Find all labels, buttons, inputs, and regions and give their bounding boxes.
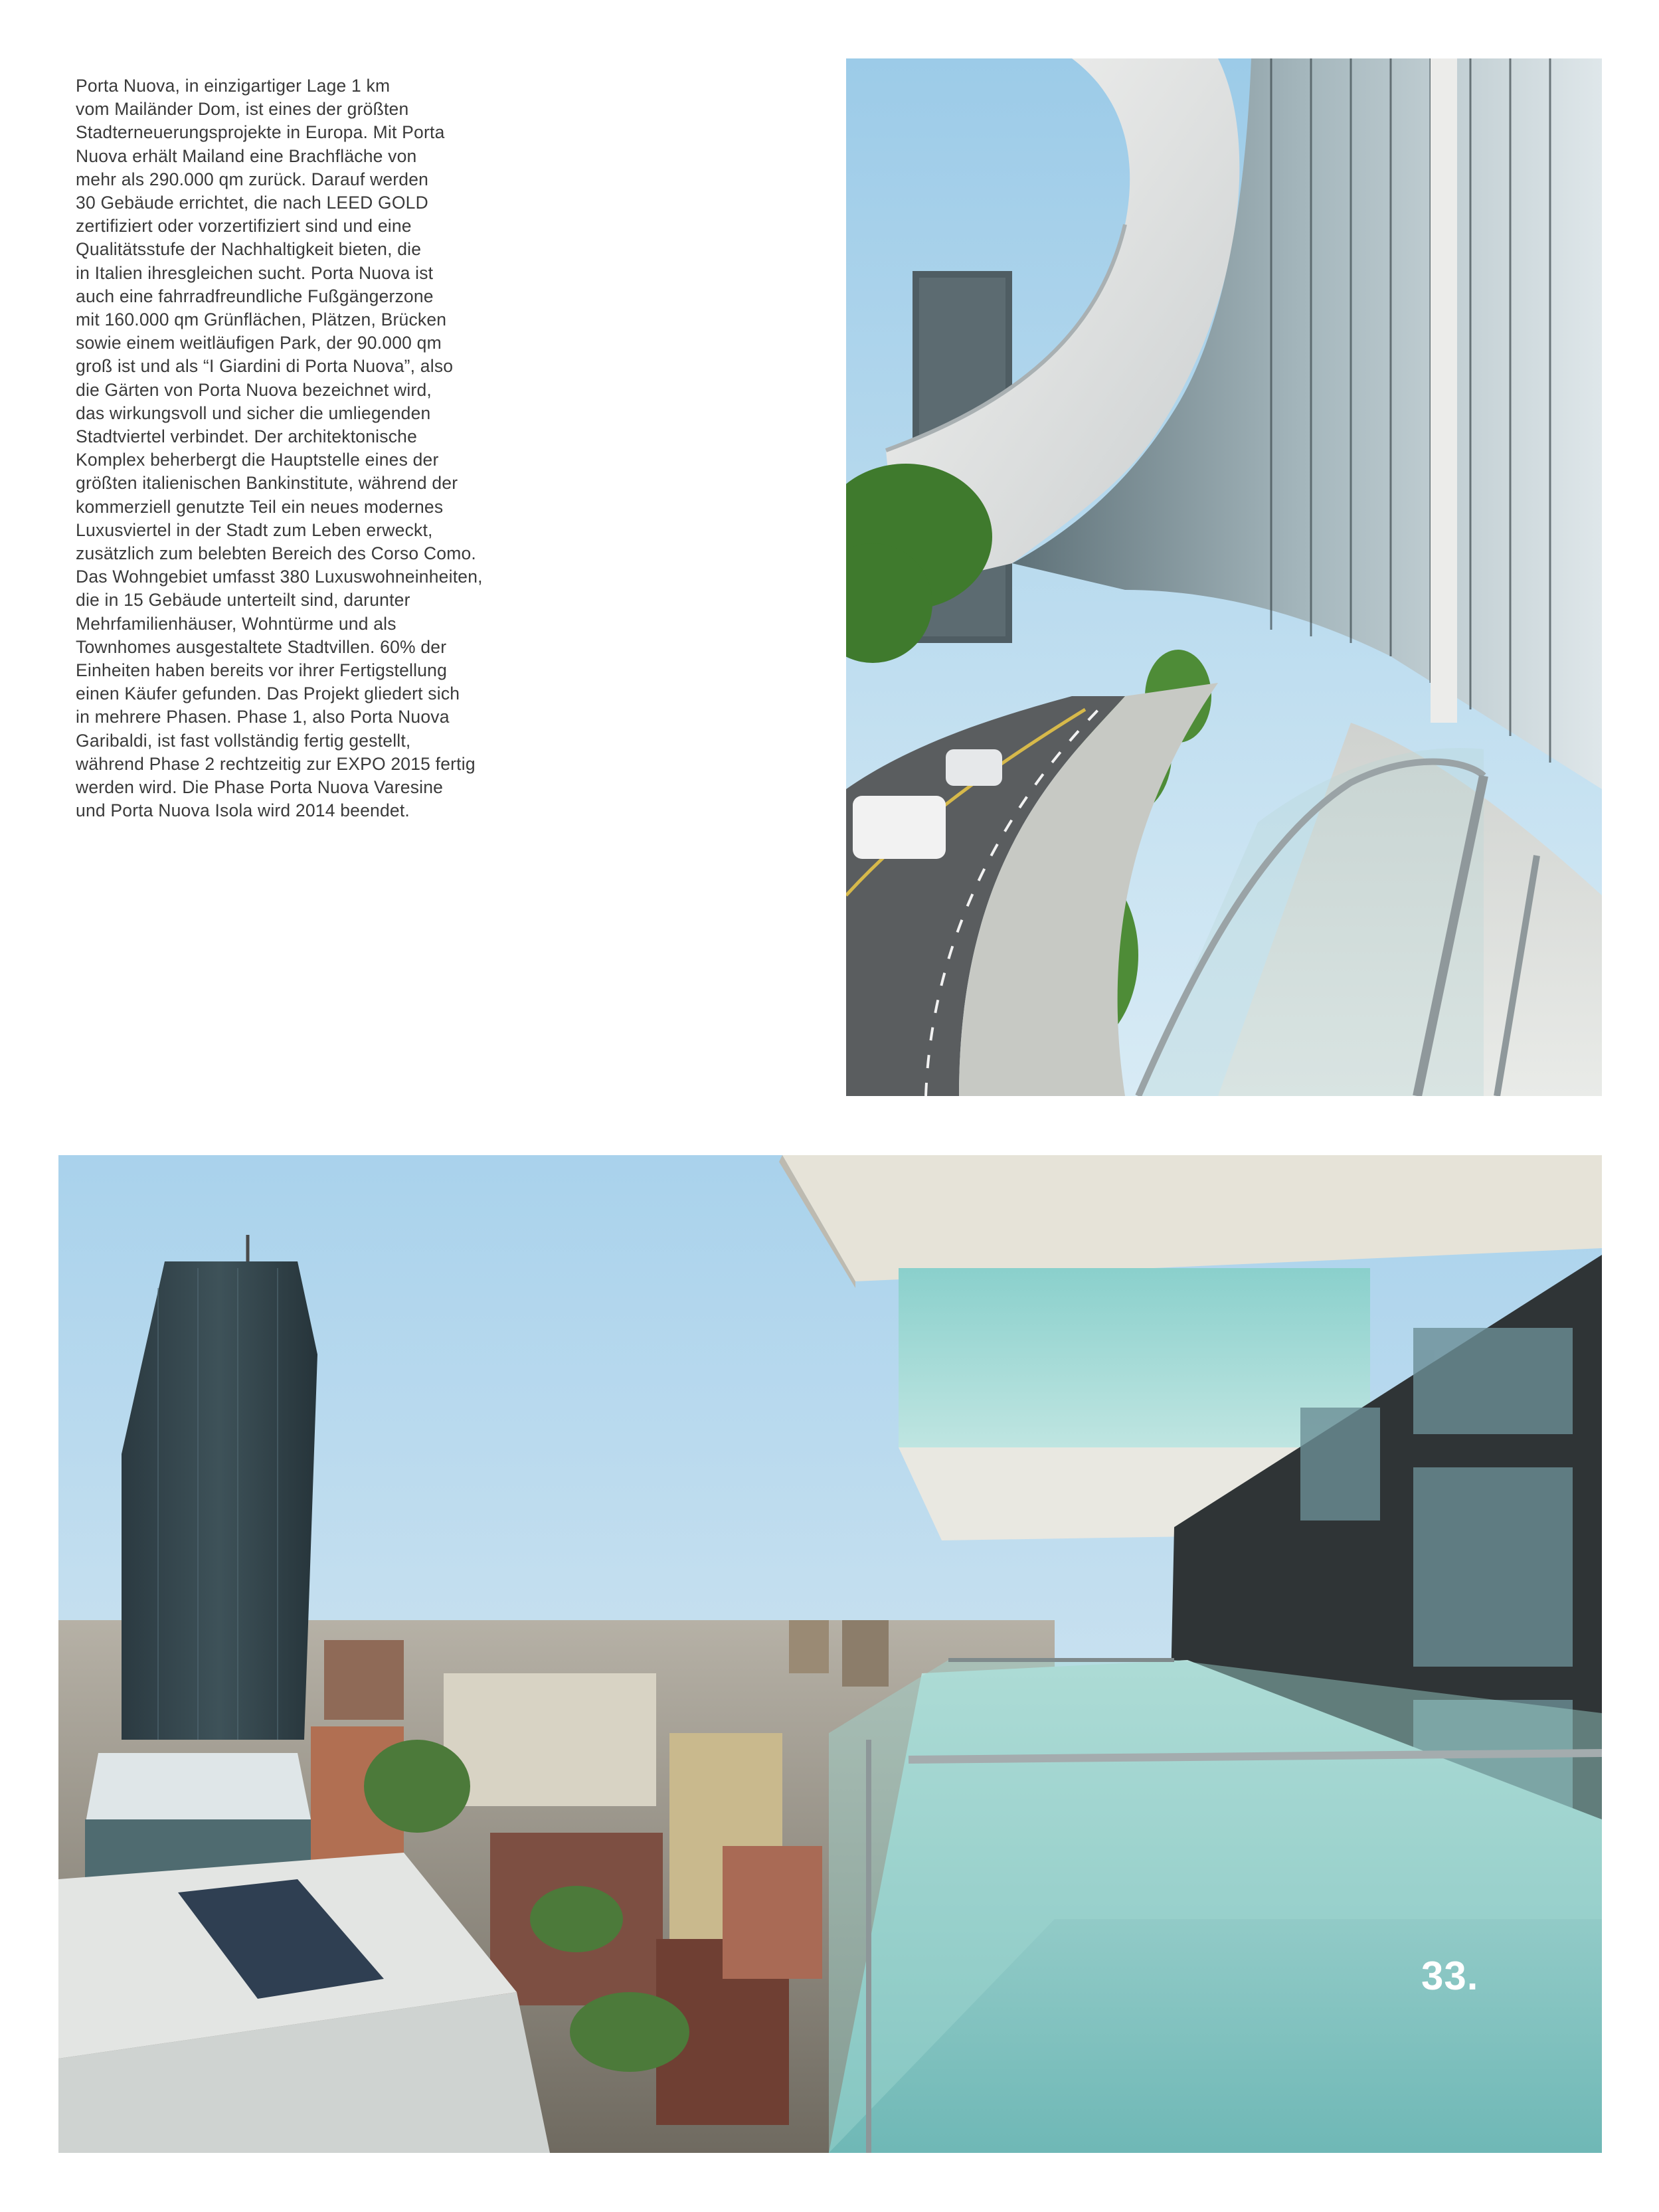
text-line: vom Mailänder Dom, ist eines der größten: [76, 99, 409, 120]
photo-balcony-skyline: [58, 1155, 1602, 2153]
text-line: 30 Gebäude errichtet, die nach LEED GOLD: [76, 193, 428, 213]
text-line: die in 15 Gebäude unterteilt sind, darunter: [76, 590, 410, 610]
text-line: werden wird. Die Phase Porta Nuova Varesine: [76, 777, 444, 798]
text-line: die Gärten von Porta Nuova bezeichnet wird,: [76, 379, 432, 400]
text-line: zertifiziert oder vorzertifiziert sind und eine: [76, 216, 412, 236]
text-line: Garibaldi, ist fast vollständig fertig gestellt,: [76, 730, 411, 751]
text-line: einen Käufer gefunden. Das Projekt gliedert sich: [76, 684, 460, 704]
text-line: während Phase 2 rechtzeitig zur EXPO 2015 fertig: [76, 753, 476, 774]
text-line: Mehrfamilienhäuser, Wohntürme und als: [76, 613, 396, 634]
page-number: 33.: [1421, 1954, 1479, 1998]
text-line: zusätzlich zum belebten Bereich des Corso Como.: [76, 543, 476, 564]
text-line: Luxusviertel in der Stadt zum Leben erweckt,: [76, 519, 433, 540]
text-line: Townhomes ausgestaltete Stadtvillen. 60% der: [76, 636, 447, 657]
text-line: Einheiten haben bereits vor ihrer Fertigstellung: [76, 660, 448, 681]
photo-curved-facade-street: [846, 58, 1602, 1096]
text-line: Porta Nuova, in einzigartiger Lage 1 km: [76, 76, 391, 96]
text-line: mit 160.000 qm Grünflächen, Plätzen, Brücken: [76, 310, 447, 330]
text-line: Stadterneuerungsprojekte in Europa. Mit Porta: [76, 122, 445, 143]
article-body-text: [76, 74, 534, 823]
text-line: in mehrere Phasen. Phase 1, also Porta Nuova: [76, 707, 450, 727]
text-line: Komplex beherbergt die Hauptstelle eines der: [76, 450, 439, 470]
text-line: und Porta Nuova Isola wird 2014 beendet.: [76, 800, 410, 821]
text-line: Stadtviertel verbindet. Der architektonische: [76, 426, 418, 447]
text-line: sowie einem weitläufigen Park, der 90.000 qm: [76, 333, 442, 353]
text-line: auch eine fahrradfreundliche Fußgängerzone: [76, 286, 434, 306]
text-line: das wirkungsvoll und sicher die umliegenden: [76, 403, 431, 423]
text-line: größten italienischen Bankinstitute, während der: [76, 473, 458, 494]
text-line: Das Wohngebiet umfasst 380 Luxuswohneinheiten,: [76, 567, 483, 587]
text-line: mehr als 290.000 qm zurück. Darauf werden: [76, 169, 429, 189]
text-line: groß ist und als “I Giardini di Porta Nuova”, also: [76, 356, 454, 377]
text-line: in Italien ihresgleichen sucht. Porta Nuova ist: [76, 262, 434, 283]
text-line: Qualitätsstufe der Nachhaltigkeit bieten, die: [76, 239, 422, 260]
text-line: kommerziell genutzte Teil ein neues modernes: [76, 496, 444, 517]
text-line: Nuova erhält Mailand eine Brachfläche von: [76, 145, 417, 166]
